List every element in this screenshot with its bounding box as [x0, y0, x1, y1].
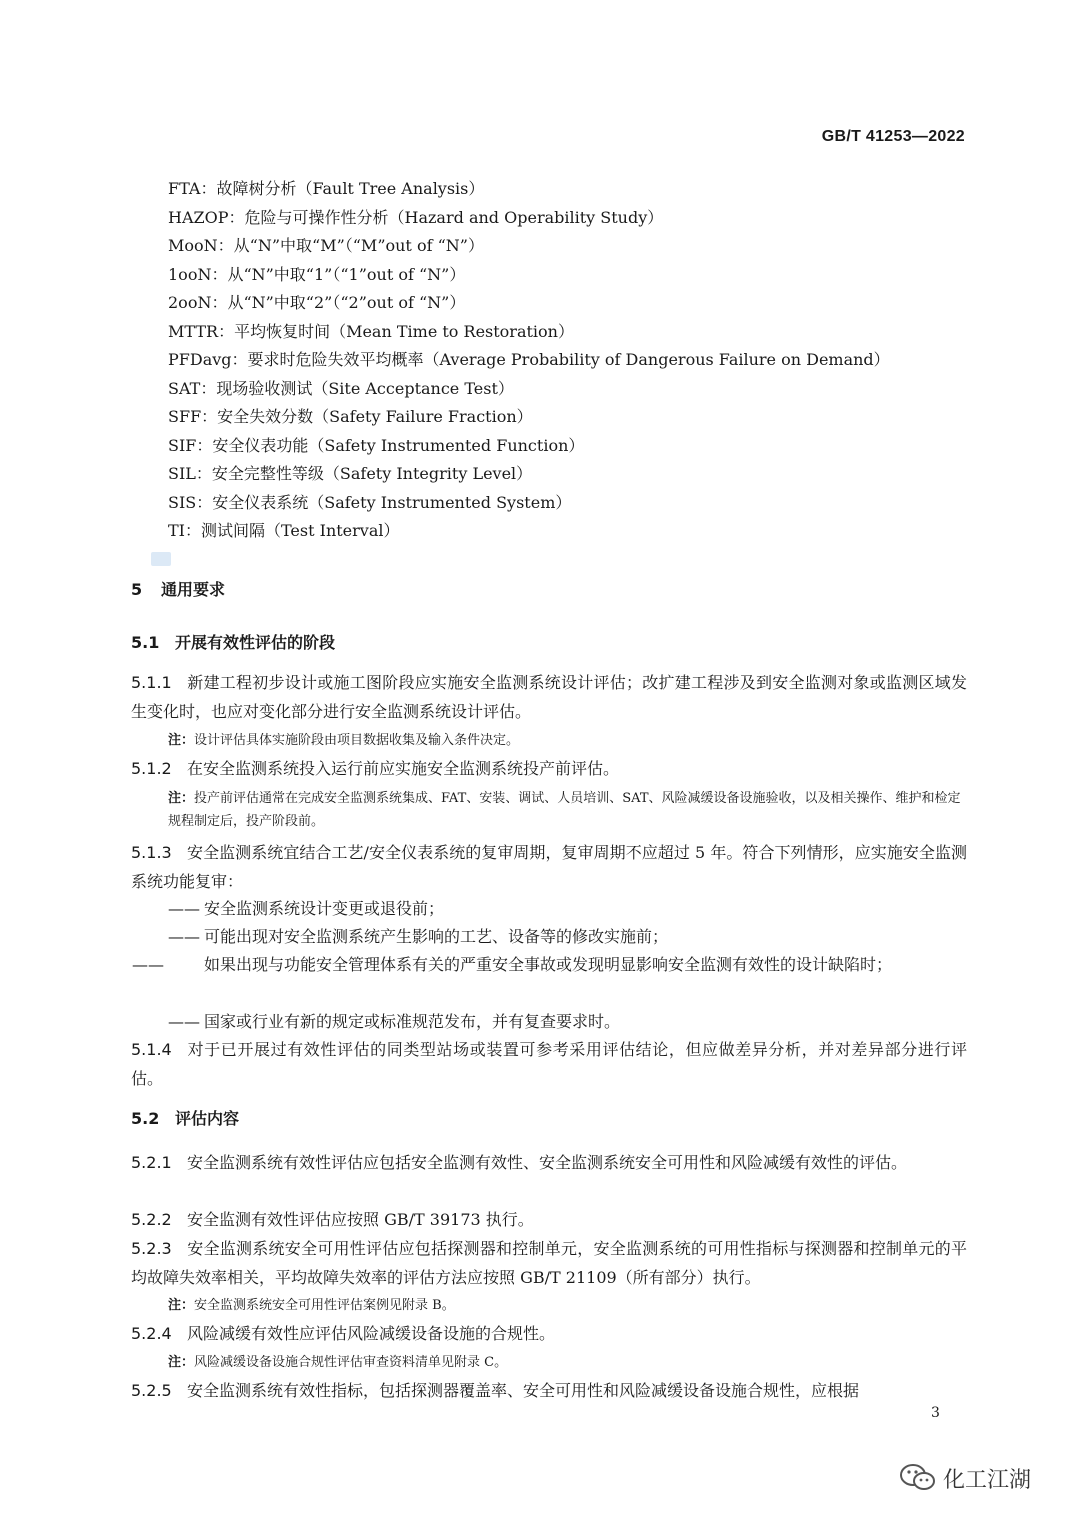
section-title: 通用要求 [161, 580, 226, 599]
standard-code: GB/T 41253—2022 [821, 128, 965, 145]
dash-list-item [168, 922, 968, 951]
clause-5-2-2 [131, 1205, 967, 1234]
clause-5-2-3 [131, 1234, 967, 1292]
clause-number: 5.1.4 [131, 1040, 172, 1059]
dash-item-text: 可能出现对安全监测系统产生影响的工艺、设备等的修改实施前； [204, 927, 669, 946]
note-label: 注： [168, 1298, 195, 1313]
clause-text: 对于已开展过有效性评估的同类型站场或装置可参考采用评估结论，但应做差异分析，并对差异部分进行评估。 [131, 1040, 967, 1088]
clause-5-2-5 [131, 1376, 967, 1405]
note-text: 风险减缓设备设施合规性评估审查资料清单见附录 C。 [194, 1355, 508, 1370]
wechat-icon [899, 1462, 937, 1494]
clause-number: 5.1.2 [131, 759, 172, 778]
clause-number: 5.2.4 [131, 1324, 172, 1343]
section-title: 评估内容 [175, 1109, 240, 1128]
note-label: 注： [168, 791, 195, 806]
section-title: 开展有效性评估的阶段 [175, 633, 336, 652]
page-number: 3 [931, 1405, 940, 1421]
dash-mark: —— [168, 927, 200, 946]
abbreviation-item: PFDavg：要求时危险失效平均概率（Average Probability of Dangerous Failure on Demand） [168, 350, 890, 369]
note-text: 投产前评估通常在完成安全监测系统集成、FAT、安装、调试、人员培训、SAT、风险减缓设备设施验收，以及相关操作、维护和检定规程制定后，投产阶段前。 [168, 791, 961, 829]
dash-item-text: 安全监测系统设计变更或退役前； [204, 899, 445, 918]
abbreviation-item: SFF：安全失效分数（Safety Failure Fraction） [168, 407, 533, 426]
clause-5-1-1 [131, 668, 967, 726]
note-4 [168, 1351, 968, 1374]
dash-list-item [132, 950, 968, 979]
watermark-text: 化工江湖 [943, 1467, 1032, 1493]
clause-number: 5.2.3 [131, 1239, 172, 1258]
dash-item-text: 国家或行业有新的规定或标准规范发布，并有复查要求时。 [204, 1012, 621, 1031]
clause-text: 安全监测系统安全可用性评估应包括探测器和控制单元，安全监测系统的可用性指标与探测器和控制单元的平均故障失效率相关，平均故障失效率的评估方法应按照 GB/T 21109（所有部分）执行。 [131, 1239, 967, 1287]
clause-number: 5.2.2 [131, 1210, 172, 1229]
clause-text: 在安全监测系统投入运行前应实施安全监测系统投产前评估。 [187, 759, 620, 778]
clause-text: 安全监测系统有效性评估应包括安全监测有效性、安全监测系统安全可用性和风险减缓有效性的评估。 [187, 1153, 908, 1172]
faint-stamp-icon [150, 551, 172, 567]
section-5-2-heading [131, 1106, 239, 1129]
note-1 [168, 729, 968, 752]
section-number: 5.1 [131, 633, 160, 652]
abbreviation-item: 1ooN：从“N”中取“1”（“1”out of “N”） [168, 264, 466, 284]
clause-5-1-3 [131, 838, 967, 896]
abbreviation-item: SAT：现场验收测试（Site Acceptance Test） [168, 378, 514, 398]
dash-item-text: 如果出现与功能安全管理体系有关的严重安全事故或发现明显影响安全监测有效性的设计缺陷时； [204, 955, 893, 974]
clause-number: 5.1.1 [131, 673, 172, 692]
section-5-heading [131, 577, 225, 600]
clause-text: 安全监测系统有效性指标，包括探测器覆盖率、安全可用性和风险减缓设备设施合规性，应根据 [187, 1381, 860, 1400]
note-label: 注： [168, 1355, 195, 1370]
clause-5-2-4 [131, 1319, 967, 1348]
clause-5-2-1 [131, 1148, 967, 1177]
dash-mark: —— [168, 899, 200, 918]
dash-list-item [168, 1007, 968, 1036]
abbreviation-item: 2ooN：从“N”中取“2”（“2”out of “N”） [168, 293, 466, 312]
dash-list-item [168, 894, 968, 923]
note-3 [168, 1294, 968, 1317]
abbreviation-item: SIF：安全仪表功能（Safety Instrumented Function） [168, 435, 585, 455]
section-number: 5.2 [131, 1109, 160, 1128]
section-number: 5 [131, 580, 143, 599]
abbreviation-item: FTA：故障树分析（Fault Tree Analysis） [168, 179, 485, 198]
clause-5-1-2 [131, 754, 967, 783]
abbreviation-item: SIS：安全仪表系统（Safety Instrumented System） [168, 492, 572, 512]
note-text: 安全监测系统安全可用性评估案例见附录 B。 [194, 1298, 455, 1313]
note-2 [168, 787, 968, 833]
note-text: 设计评估具体实施阶段由项目数据收集及输入条件决定。 [194, 733, 520, 748]
abbreviation-list [168, 175, 988, 546]
clause-5-1-4 [131, 1035, 967, 1093]
watermark [899, 1462, 1031, 1494]
section-5-1-heading [131, 630, 335, 653]
dash-mark: —— [132, 955, 164, 974]
dash-mark: —— [168, 1012, 200, 1031]
abbreviation-item: TI：测试间隔（Test Interval） [168, 521, 400, 540]
clause-text: 风险减缓有效性应评估风险减缓设备设施的合规性。 [187, 1324, 556, 1343]
clause-number: 5.2.1 [131, 1153, 172, 1172]
clause-number: 5.2.5 [131, 1381, 172, 1400]
note-label: 注： [168, 733, 195, 748]
clause-number: 5.1.3 [131, 843, 172, 862]
abbreviation-item: MooN：从“N”中取“M”（“M”out of “N”） [168, 236, 484, 255]
clause-text: 新建工程初步设计或施工图阶段应实施安全监测系统设计评估；改扩建工程涉及到安全监测对象或监测区域发生变化时，也应对变化部分进行安全监测系统设计评估。 [131, 673, 967, 721]
abbreviation-item: HAZOP：危险与可操作性分析（Hazard and Operability Study） [168, 207, 664, 227]
abbreviation-item: SIL：安全完整性等级（Safety Integrity Level） [168, 464, 533, 483]
abbreviation-item: MTTR：平均恢复时间（Mean Time to Restoration） [168, 321, 574, 341]
clause-text: 安全监测系统宜结合工艺/安全仪表系统的复审周期，复审周期不应超过 5 年。符合下列情形，应实施安全监测系统功能复审： [131, 843, 967, 891]
clause-text: 安全监测有效性评估应按照 GB/T 39173 执行。 [187, 1210, 534, 1229]
